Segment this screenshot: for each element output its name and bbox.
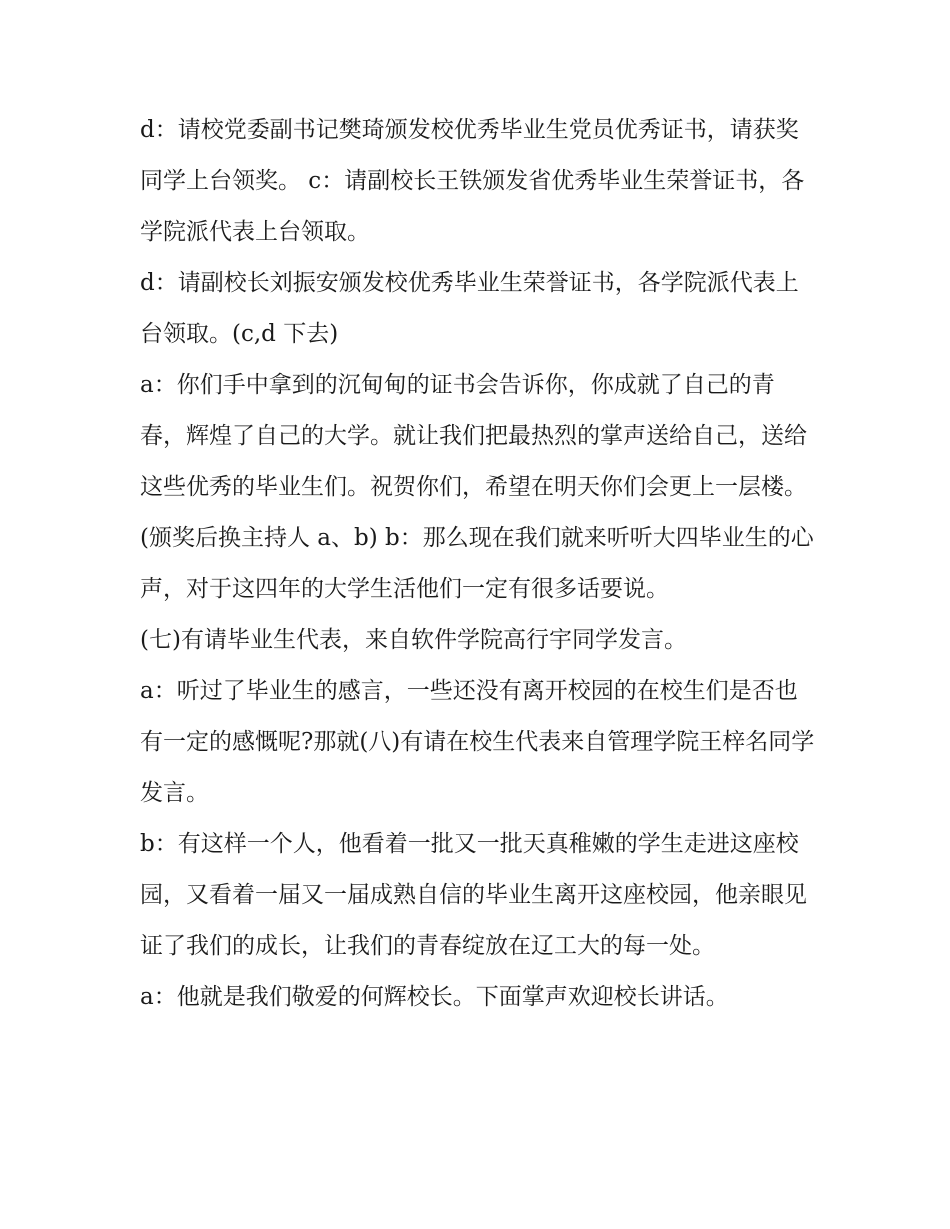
paragraph-6: a：听过了毕业生的感言，一些还没有离开校园的在校生们是否也有一定的感慨呢?那就(八)有请在校生代表来自管理学院王梓名同学发言。 (140, 678, 815, 806)
paragraph-1: d：请校党委副书记樊琦颁发校优秀毕业生党员优秀证书，请获奖同学上台领奖。 c：请副校长王铁颁发省优秀毕业生荣誉证书，各学院派代表上台领取。 (140, 117, 805, 245)
paragraph-8: a：他就是我们敬爱的何辉校长。下面掌声欢迎校长讲话。 (140, 984, 729, 1010)
paragraph-2: d：请副校长刘振安颁发校优秀毕业生荣誉证书，各学院派代表上台领取。(c,d 下去) (140, 270, 799, 347)
paragraph-3: a：你们手中拿到的沉甸甸的证书会告诉你，你成就了自己的青春，辉煌了自己的大学。就让我们把最热烈的掌声送给自己，送给这些优秀的毕业生们。祝贺你们，希望在明天你们会更上一层楼。 (140, 372, 807, 500)
paragraph-7: b：有这样一个人，他看着一批又一批天真稚嫩的学生走进这座校园，又看着一届又一届成熟自信的毕业生离开这座校园，他亲眼见证了我们的成长，让我们的青春绽放在辽工大的每一处。 (140, 831, 807, 959)
paragraph-5: (七)有请毕业生代表，来自软件学院高行宇同学发言。 (140, 627, 687, 653)
paragraph-4: (颁奖后换主持人 a、b) b：那么现在我们就来听听大四毕业生的心声，对于这四年的大学生活他们一定有很多话要说。 (140, 525, 814, 602)
document-body (140, 105, 815, 1023)
